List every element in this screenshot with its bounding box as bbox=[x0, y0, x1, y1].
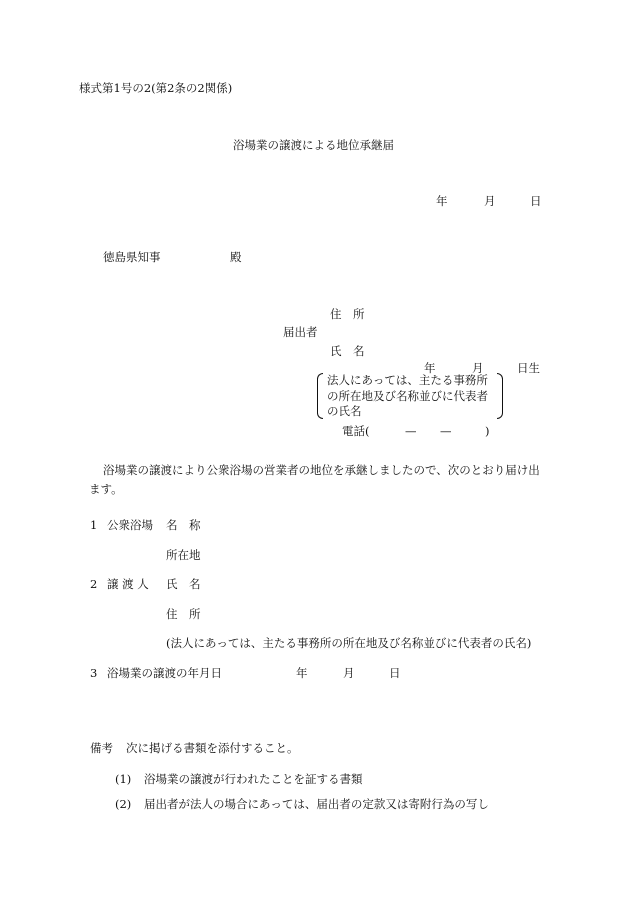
item3-day-label: 日 bbox=[389, 666, 401, 680]
date-day-label: 日 bbox=[530, 194, 542, 208]
remark-item-number: (1) bbox=[115, 772, 132, 786]
corporate-note-line: の氏名 bbox=[327, 404, 362, 418]
item3-year-label: 年 bbox=[296, 666, 308, 680]
item2-name-label: 氏 名 bbox=[166, 577, 201, 591]
item1-location-label: 所在地 bbox=[166, 548, 201, 562]
remark-item-number: (2) bbox=[115, 797, 132, 811]
form-number: 様式第1号の2(第2条の2関係) bbox=[79, 81, 233, 95]
phone-dash: — bbox=[405, 424, 417, 438]
item2-label: 譲 渡 人 bbox=[107, 577, 149, 591]
item3-month-label: 月 bbox=[343, 666, 355, 680]
addressee-name: 徳島県知事 bbox=[103, 250, 161, 264]
addressee-honorific: 殿 bbox=[230, 250, 242, 264]
body-text-line: 浴場業の譲渡により公衆浴場の営業者の地位を承継しましたので、次のとおり届け出 bbox=[103, 463, 540, 477]
left-bracket bbox=[317, 373, 323, 419]
body-text-line: ます。 bbox=[89, 482, 123, 496]
right-bracket bbox=[497, 373, 503, 419]
item2-corporate-note: (法人にあっては、主たる事務所の所在地及び名称並びに代表者の氏名) bbox=[166, 636, 532, 650]
corporate-note-line: の所在地及び名称並びに代表者 bbox=[327, 388, 488, 403]
item1-name-label: 名 称 bbox=[166, 518, 201, 532]
item3-label: 浴場業の譲渡の年月日 bbox=[107, 666, 222, 680]
applicant-name-label: 氏 名 bbox=[330, 344, 365, 358]
phone-label: 電話( bbox=[342, 424, 370, 438]
birth-month-label: 月 bbox=[472, 361, 484, 375]
corporate-note-bracket bbox=[317, 373, 503, 419]
item2-number: 2 bbox=[90, 577, 98, 591]
remarks-heading: 備考 bbox=[90, 741, 113, 755]
corporate-note bbox=[327, 373, 488, 420]
corporate-note-line: 法人にあっては、主たる事務所 bbox=[327, 373, 488, 387]
phone-close-paren: ) bbox=[485, 424, 490, 438]
birth-year-label: 年 bbox=[424, 361, 436, 375]
item1-label: 公衆浴場 bbox=[107, 518, 153, 532]
item2-address-label: 住 所 bbox=[166, 607, 201, 621]
document-title: 浴場業の譲渡による地位承継届 bbox=[233, 138, 394, 152]
remark-item-text: 届出者が法人の場合にあっては、届出者の定款又は寄附行為の写し bbox=[144, 797, 489, 811]
remarks-text: 次に掲げる書類を添付すること。 bbox=[126, 741, 299, 755]
item1-number: 1 bbox=[90, 518, 98, 532]
item3-number: 3 bbox=[90, 666, 98, 680]
date-month-label: 月 bbox=[484, 194, 496, 208]
date-year-label: 年 bbox=[436, 194, 448, 208]
remark-item-text: 浴場業の譲渡が行われたことを証する書類 bbox=[144, 772, 363, 786]
applicant-address-label: 住 所 bbox=[330, 307, 365, 321]
birth-day-label: 日生 bbox=[517, 361, 540, 375]
applicant-role-label: 届出者 bbox=[283, 325, 318, 339]
phone-dash: — bbox=[440, 424, 452, 438]
